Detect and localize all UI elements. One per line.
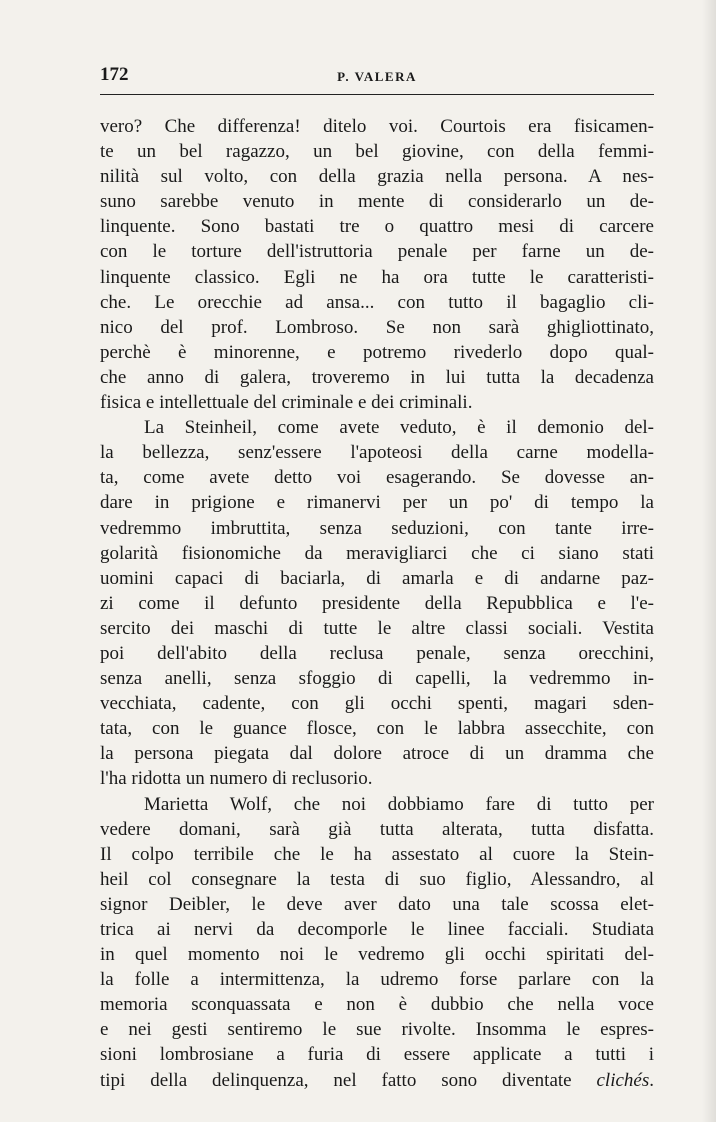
text-line: la persona piegata dal dolore atroce di un dramma che	[100, 743, 654, 765]
text-line: zi come il defunto presidente della Repubblica e l'e-	[100, 592, 654, 614]
text-line: signor Deibler, le deve aver dato una tale scossa elet-	[100, 893, 654, 915]
text-line: nico del prof. Lombroso. Se non sarà ghigliottinato,	[100, 316, 654, 338]
text-line: tipi della delinquenza, nel fatto sono diventate clichés.	[100, 1069, 654, 1091]
text-line: golarità fisionomiche da meravigliarci che ci siano stati	[100, 542, 654, 564]
text-line: la bellezza, senz'essere l'apoteosi della carne modella-	[100, 442, 654, 464]
text-line: ta, come avete detto voi esagerando. Se dovesse an-	[100, 467, 654, 489]
header-rule	[100, 94, 654, 95]
paragraph	[100, 792, 654, 1093]
page-edge-shadow	[702, 0, 716, 1122]
text-line: trica ai nervi da decomporle le linee facciali. Studiata	[100, 919, 654, 940]
text-line: uomini capaci di baciarla, di amarla e di andarne paz-	[100, 567, 654, 589]
text-line: vedere domani, sarà già tutta alterata, tutta disfatta.	[100, 818, 654, 840]
text-line: suno sarebbe venuto in mente di considerarlo un de-	[100, 191, 654, 213]
paragraph	[100, 114, 654, 415]
text-line: dare in prigione e rimanervi per un po' di tempo la	[100, 492, 654, 514]
text-line: te un bel ragazzo, un bel giovine, con della femmi-	[100, 141, 654, 163]
paragraph	[100, 415, 654, 791]
text-line: in quel momento noi le vedremo gli occhi spiritati del-	[100, 944, 654, 966]
text-line: vedremmo imbruttita, senza seduzioni, con tante irre-	[100, 517, 654, 539]
text-line: sercito dei maschi di tutte le altre classi sociali. Vestita	[100, 617, 654, 639]
text-line: poi dell'abito della reclusa penale, senza orecchini,	[100, 642, 654, 664]
text-line: fisica e intellettuale del criminale e dei criminali.	[100, 392, 473, 414]
text-line: La Steinheil, come avete veduto, è il demonio del-	[144, 417, 654, 439]
text-line: senza anelli, senza sfoggio di capelli, la vedremmo in-	[100, 668, 654, 690]
running-head: P. VALERA	[337, 69, 417, 84]
text-line: che. Le orecchie ad ansa... con tutto il bagaglio cli-	[100, 291, 654, 313]
italic-word: clichés	[596, 1069, 650, 1091]
text-line: e nei gesti sentiremo le sue rivolte. Insomma le espres-	[100, 1019, 654, 1041]
body-text	[100, 114, 654, 1093]
text-line: che anno di galera, troveremo in lui tutta la decadenza	[100, 366, 654, 388]
text-line: l'ha ridotta un numero di reclusorio.	[100, 768, 373, 790]
text-line: perchè è minorenne, e potremo rivederlo dopo qual-	[100, 341, 654, 363]
text-line: Il colpo terribile che le ha assestato al cuore la Stein-	[100, 843, 654, 865]
text-line: memoria sconquassata e non è dubbio che nella voce	[100, 994, 654, 1016]
text-line: vecchiata, cadente, con gli occhi spenti, magari sden-	[100, 693, 654, 715]
text-line: vero? Che differenza! ditelo voi. Courtois era fisicamen-	[100, 116, 654, 137]
text-line: linquente classico. Egli ne ha ora tutte le caratteristi-	[100, 266, 654, 288]
text-line: la folle a intermittenza, la udremo forse parlare con la	[100, 969, 654, 991]
page-header	[100, 64, 654, 90]
text-line: linquente. Sono bastati tre o quattro mesi di carcere	[100, 216, 654, 238]
text-line: heil col consegnare la testa di suo figlio, Alessandro, al	[100, 868, 654, 890]
text-line: con le torture dell'istruttoria penale per farne un de-	[100, 241, 654, 263]
text-line: sioni lombrosiane a furia di essere applicate a tutti i	[100, 1044, 654, 1066]
page-number: 172	[100, 64, 129, 85]
text-line: Marietta Wolf, che noi dobbiamo fare di tutto per	[144, 793, 654, 815]
text-line: nilità sul volto, con della grazia nella persona. A nes-	[100, 166, 654, 188]
text-line: tata, con le guance flosce, con le labbra assecchite, con	[100, 718, 654, 740]
